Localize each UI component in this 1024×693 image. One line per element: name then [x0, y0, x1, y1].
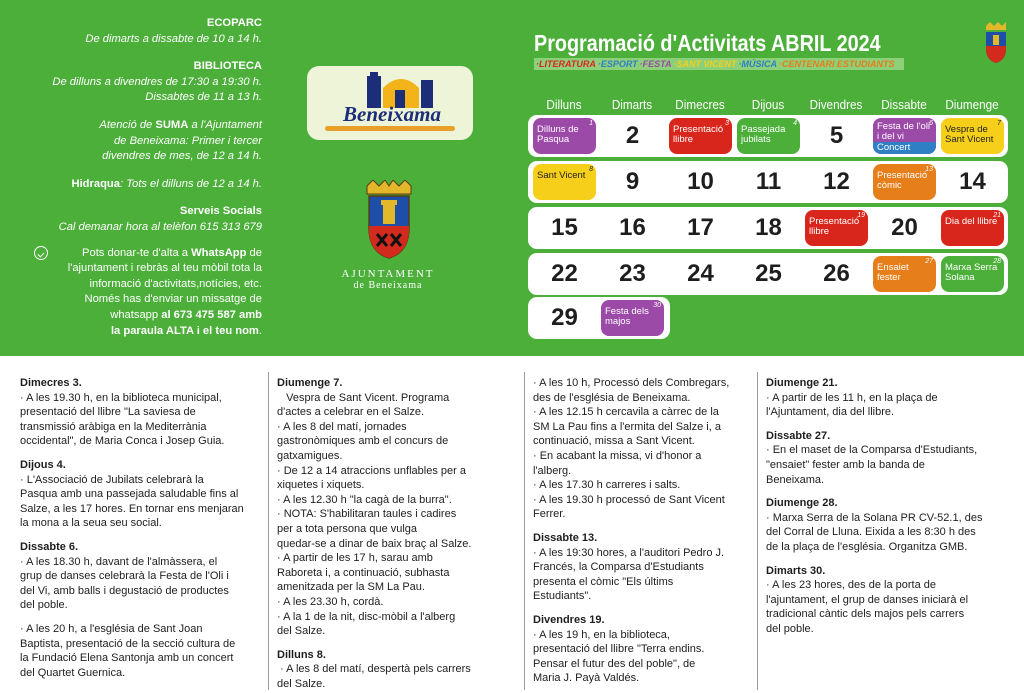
calendar-event-day[interactable]: [601, 300, 664, 336]
event-label: Sant Vicent: [537, 170, 586, 181]
coat-of-arms: [357, 180, 421, 260]
calendar-day[interactable]: 10: [687, 168, 714, 195]
event-section: [766, 496, 1018, 554]
day-number: 30: [653, 302, 661, 309]
wa-line3: informació d'activitats,notícies, etc.: [89, 277, 262, 290]
calendar-day[interactable]: 14: [959, 168, 986, 195]
day-number: 7: [997, 120, 1001, 127]
event-text-line: del Corral de Lluna. Eixida a les 8:30 h des: [766, 526, 976, 539]
event-date-heading: Diumenge 7.: [277, 377, 343, 389]
event-text-line: Pasqua amb una passejada saludable fins al: [20, 488, 239, 501]
suma-post: a l'Ajuntament: [188, 118, 262, 131]
column-divider: [757, 372, 758, 690]
event-text-line: occidental", de Maria Conca i Josep Guia.: [20, 435, 225, 448]
event-section: [20, 622, 264, 680]
event-text-line: presentació del llibre "La saviesa de: [20, 406, 196, 419]
event-text-line: · NOTA: S'habilitaran taules i cadires: [277, 508, 457, 521]
event-section: [766, 376, 1018, 420]
day-number: 1: [589, 120, 593, 127]
logo-word: Beneixama: [343, 102, 441, 126]
event-text-line: SM La Pau fins a l'ermita del Salze i, a: [533, 420, 721, 433]
category-5: ·CENTENARI ESTUDIANTS: [779, 59, 895, 69]
event-section: [766, 564, 1018, 637]
wa-line1-bold: WhatsApp: [191, 246, 247, 259]
biblioteca-hours-2: Dissabtes de 11 a 13 h.: [145, 91, 262, 104]
coat-of-arms-icon: [357, 180, 421, 260]
event-text-line: · Marxa Serra de la Solana PR CV-52.1, des: [766, 511, 983, 524]
calendar-day[interactable]: 29: [551, 304, 578, 331]
event-extra-label: Concert: [873, 142, 936, 154]
text-column: [20, 376, 264, 689]
day-header: Diumenge: [945, 97, 999, 112]
event-date-heading: Dissabte 6.: [20, 540, 79, 553]
calendar-event-day[interactable]: [873, 164, 936, 200]
day-header: Dijous: [751, 97, 785, 112]
wa-line5-bold: al 673 475 587 amb: [161, 308, 262, 321]
event-label: Vespra de Sant Vicent: [945, 124, 994, 145]
calendar-event-day[interactable]: [941, 210, 1004, 246]
event-text-line: de la plaça de l'església. Organitza GMB.: [766, 540, 968, 553]
event-text-line: amenitzada per la SM La Pau.: [277, 581, 425, 594]
event-date-heading: Dissabte 27.: [766, 429, 831, 442]
day-header: Dilluns: [546, 97, 582, 112]
event-label: Festa dels majos: [605, 306, 649, 327]
event-text-line: grup de danses celebrarà la Festa de l'Oli i: [20, 570, 229, 583]
event-text-line: presenta el còmic "Els últims: [533, 575, 674, 588]
day-number: 28: [993, 258, 1001, 265]
suma-bold: SUMA: [155, 118, 189, 131]
event-text-line: per a tota persona que vulga: [277, 522, 418, 535]
event-text-line: · A les 8 del matí, jornades: [277, 420, 407, 433]
column-divider: [524, 372, 525, 690]
category-legend: [534, 58, 904, 70]
event-date-heading: Dimecres 3.: [20, 377, 82, 389]
event-label: Dia del llibre: [945, 216, 998, 227]
text-column: [277, 376, 521, 693]
calendar-day[interactable]: 26: [823, 260, 850, 287]
event-text-line: · A les 12.30 h "la cagà de la burra".: [277, 493, 452, 506]
event-text-line: · A les 19:30 hores, a l'auditori Pedro J.: [533, 546, 725, 559]
calendar-event-day[interactable]: [533, 164, 596, 200]
small-coat-of-arms-icon: [982, 22, 1010, 64]
ecoparc-hours: De dimarts a dissabte de 10 a 14 h.: [85, 32, 262, 45]
event-label: Presentació llibre: [673, 124, 724, 145]
event-section: [277, 376, 521, 639]
event-text-line: gatxamigues.: [277, 449, 343, 462]
event-section: [766, 429, 1018, 487]
hidraqua-line: [30, 177, 262, 193]
day-number: 4: [793, 120, 797, 127]
event-section: [533, 531, 755, 604]
logo-swoosh: [325, 126, 455, 131]
event-text-line: · En acabant la missa, vi d'honor a: [533, 449, 702, 462]
event-text-line: Vespra de Sant Vicent. Programa: [277, 391, 450, 404]
event-label: Ensaiet fester: [877, 262, 909, 283]
event-text-line: · A les 8 del matí, despertà pels carrers: [277, 663, 471, 676]
event-text-line: Ferrer.: [533, 508, 566, 521]
event-text-line: · A les 19 h, en la biblioteca,: [533, 628, 670, 641]
suma-line-1: [30, 118, 262, 134]
text-column: [766, 376, 1018, 646]
event-date-heading: Dimarts 30.: [766, 564, 826, 577]
event-text-line: · A les 20 h, a l'església de Sant Joan: [20, 622, 203, 635]
event-text-line: del Vi, amb balls i degustació de productes: [20, 584, 229, 597]
event-label: Dilluns de Pasqua: [537, 124, 579, 145]
event-section: [20, 458, 264, 531]
event-text-line: del poble.: [766, 622, 814, 635]
event-text-line: · A les 10 h, Processó dels Combregars,: [533, 377, 730, 389]
text-column: [533, 376, 755, 693]
whatsapp-icon: [34, 246, 48, 260]
serveis-phone: Cal demanar hora al telèfon 615 313 679: [58, 220, 262, 233]
calendar-day[interactable]: 24: [687, 260, 714, 287]
calendar-day[interactable]: 23: [619, 260, 646, 287]
event-text-line: · A les 19.30 h, en la biblioteca municipal,: [20, 391, 222, 404]
event-section: [533, 376, 755, 522]
category-3: ·SANT VICENT: [673, 59, 737, 69]
calendar-day[interactable]: 18: [755, 214, 782, 241]
calendar-event-day[interactable]: [737, 118, 800, 154]
calendar-week: [528, 161, 1008, 203]
event-text-line: · A partir de les 11 h, en la plaça de: [766, 391, 938, 404]
day-header: Dissabte: [881, 97, 927, 112]
calendar-event-day[interactable]: [669, 118, 732, 154]
event-text-line: d'actes a celebrar en el Salze.: [277, 406, 425, 419]
calendar-event-day[interactable]: [941, 118, 1004, 154]
category-4: ·MÚSICA: [738, 59, 778, 69]
event-text-line: · A les 19.30 h processó de Sant Vicent: [533, 493, 725, 506]
wa-line6: la paraula ALTA i el teu nom: [110, 324, 259, 337]
event-text-line: Raboreta i, a continuació, subhasta: [277, 566, 450, 579]
event-text-line: "ensaiet" fester amb la banda de: [766, 458, 925, 471]
calendar-event-day[interactable]: [941, 256, 1004, 292]
column-divider: [268, 372, 269, 690]
event-date-heading: Dissabte 13.: [533, 531, 598, 544]
biblioteca-hours-1: De dilluns a divendres de 17:30 a 19:30 h.: [52, 75, 262, 88]
event-text-line: · A les 17.30 h carreres i salts.: [533, 479, 681, 492]
calendar-day[interactable]: 17: [687, 214, 714, 241]
serveis-title: Serveis Socials: [179, 205, 262, 218]
event-text-line: del poble.: [20, 599, 68, 612]
event-text-line: Pensar el futur des del poble", de: [533, 657, 696, 670]
event-text-line: · A la 1 de la nit, disc-mòbil a l'alberg: [277, 610, 456, 623]
calendar-week: [528, 253, 1008, 295]
event-text-line: · A les 12.15 h cercavila a càrrec de la: [533, 406, 719, 419]
hidraqua-bold: Hidraqua: [71, 177, 120, 190]
event-label: Festa de l'oli i del vi: [877, 121, 931, 142]
event-text-line: · De 12 a 14 atraccions unflables per a: [277, 464, 466, 477]
event-text-line: · L'Associació de Jubilats celebrarà la: [20, 473, 204, 486]
category-2: ·FESTA: [639, 59, 672, 69]
event-text-line: · En el maset de la Comparsa d'Estudiants,: [766, 444, 978, 457]
event-text-line: del Salze.: [277, 677, 326, 690]
event-label: Marxa Serra Solana: [945, 262, 998, 283]
calendar-day[interactable]: 9: [625, 168, 640, 195]
day-number: 21: [993, 212, 1001, 219]
day-header: Dimecres: [675, 97, 725, 112]
calendar-week: [528, 207, 1008, 249]
calendar-event-day[interactable]: [805, 210, 868, 246]
event-text-line: Beneixama.: [766, 473, 825, 486]
wa-line5-pre: whatsapp: [110, 308, 162, 321]
event-text-line: Estudiants".: [533, 590, 592, 603]
event-label: Presentació llibre: [809, 216, 860, 237]
event-date-heading: Dijous 4.: [20, 458, 66, 471]
calendar-day[interactable]: 5: [829, 122, 844, 149]
event-text-line: presentació del llibre "Terra endins.: [533, 643, 705, 656]
category-1: ·ESPORT: [597, 59, 638, 69]
hidraqua-rest: : Tots el dilluns de 12 a 14 h.: [119, 177, 262, 190]
wa-line1-post: de: [246, 246, 262, 259]
calendar-event-day[interactable]: [873, 256, 936, 292]
day-number: 8: [589, 166, 593, 173]
event-text-line: l'alberg.: [533, 464, 572, 477]
suma-pre: Atenció de: [99, 118, 156, 131]
event-text-line: · A les 18.30 h, davant de l'almàssera, el: [20, 555, 218, 568]
event-text-line: l'Ajuntament, dia del llibre.: [766, 406, 895, 419]
ajuntament-label: [320, 268, 456, 291]
calendar-week: [528, 297, 670, 339]
calendar-event-day[interactable]: [873, 118, 936, 154]
event-section: [20, 540, 264, 613]
wa-line2: l'ajuntament i rebràs al teu mòbil tota la: [67, 262, 262, 275]
event-text-line: la Fundació Elena Santonja amb un concert: [20, 652, 234, 665]
event-text-line: l'ajuntament, el grup de danses iniciarà el: [766, 593, 969, 606]
event-text-line: del Salze.: [277, 625, 326, 638]
ajuntament-line-1: AJUNTAMENT: [341, 268, 435, 280]
day-number: 13: [925, 166, 933, 173]
calendar-event-day[interactable]: [533, 118, 596, 154]
day-number: 19: [857, 212, 865, 219]
calendar-day[interactable]: 15: [551, 214, 578, 241]
suma-line-2: de Beneixama: Primer i tercer: [114, 134, 262, 147]
whatsapp-info: [30, 246, 262, 340]
calendar-week: [528, 115, 1008, 157]
event-date-heading: Divendres 19.: [533, 613, 605, 626]
event-text-line: · A les 23.30 h, cordà.: [277, 595, 384, 608]
calendar-day[interactable]: 12: [823, 168, 850, 195]
day-header: Dimarts: [611, 97, 653, 112]
day-number: 27: [925, 258, 933, 265]
event-section: [533, 613, 755, 686]
event-date-heading: Diumenge 21.: [766, 377, 838, 389]
wa-line1-pre: Pots donar-te d'alta a: [82, 246, 192, 259]
calendar-day[interactable]: 16: [619, 214, 646, 241]
event-text-line: xiquetes i xiquets.: [277, 479, 365, 492]
event-date-heading: Dilluns 8.: [277, 648, 326, 661]
calendar-day[interactable]: 11: [755, 168, 782, 195]
event-label: Presentació còmic: [877, 170, 928, 191]
event-text-line: · A partir de les 17 h, sarau amb: [277, 552, 433, 565]
event-text-line: transmissió aràbiga en la Mediterrània: [20, 420, 207, 433]
beneixama-logo: [307, 66, 473, 140]
event-label: Passejada jubilats: [741, 124, 786, 145]
services-info: [30, 16, 262, 339]
event-text-line: Salze, a les 17 hores. En tornar ens menjaran: [20, 502, 244, 515]
calendar-day[interactable]: 20: [891, 214, 918, 241]
event-text-line: · A les 23 hores, des de la porta de: [766, 579, 937, 592]
suma-line-3: divendres de mes, de 12 a 14 h.: [102, 150, 262, 163]
calendar-day[interactable]: 25: [755, 260, 782, 287]
ecoparc-title: ECOPARC: [206, 17, 262, 29]
day-number: 6: [929, 120, 933, 127]
category-0: ·LITERATURA: [536, 59, 596, 69]
event-text-line: la mona a la seua seu social.: [20, 517, 162, 530]
event-section: [20, 376, 264, 449]
event-text-line: Maria J. Payà Valdés.: [533, 672, 640, 685]
event-text-line: continuació, missa a Sant Vicent.: [533, 435, 695, 448]
calendar-day[interactable]: 22: [551, 260, 578, 287]
wa-line6-end: .: [258, 324, 262, 337]
wa-line4: Només has d'enviar un missatge de: [84, 293, 262, 306]
event-text-line: Baptista, presentació de la secció cultura de: [20, 637, 236, 650]
event-text-line: gastronòmiques amb el concurs de: [277, 435, 449, 448]
page-title: Programació d'Activitats ABRIL 2024: [534, 30, 881, 56]
calendar-day[interactable]: 2: [625, 122, 640, 149]
event-text-line: quedar-se a dinar de baix braç al Salze.: [277, 537, 472, 550]
biblioteca-title: BIBLIOTECA: [193, 60, 262, 73]
event-section: [277, 648, 521, 692]
event-text-line: des de l'església de Beneixama.: [533, 391, 691, 404]
event-text-line: tradicional càntic dels majos pels carrers: [766, 608, 965, 621]
event-text-line: Francés, la Comparsa d'Estudiants: [533, 561, 704, 574]
day-number: 3: [725, 120, 729, 127]
ajuntament-line-2: de Beneixama: [353, 280, 423, 291]
event-text-line: del Quartet Guernica.: [20, 666, 126, 679]
day-header: Divendres: [809, 97, 863, 112]
event-date-heading: Diumenge 28.: [766, 497, 838, 510]
